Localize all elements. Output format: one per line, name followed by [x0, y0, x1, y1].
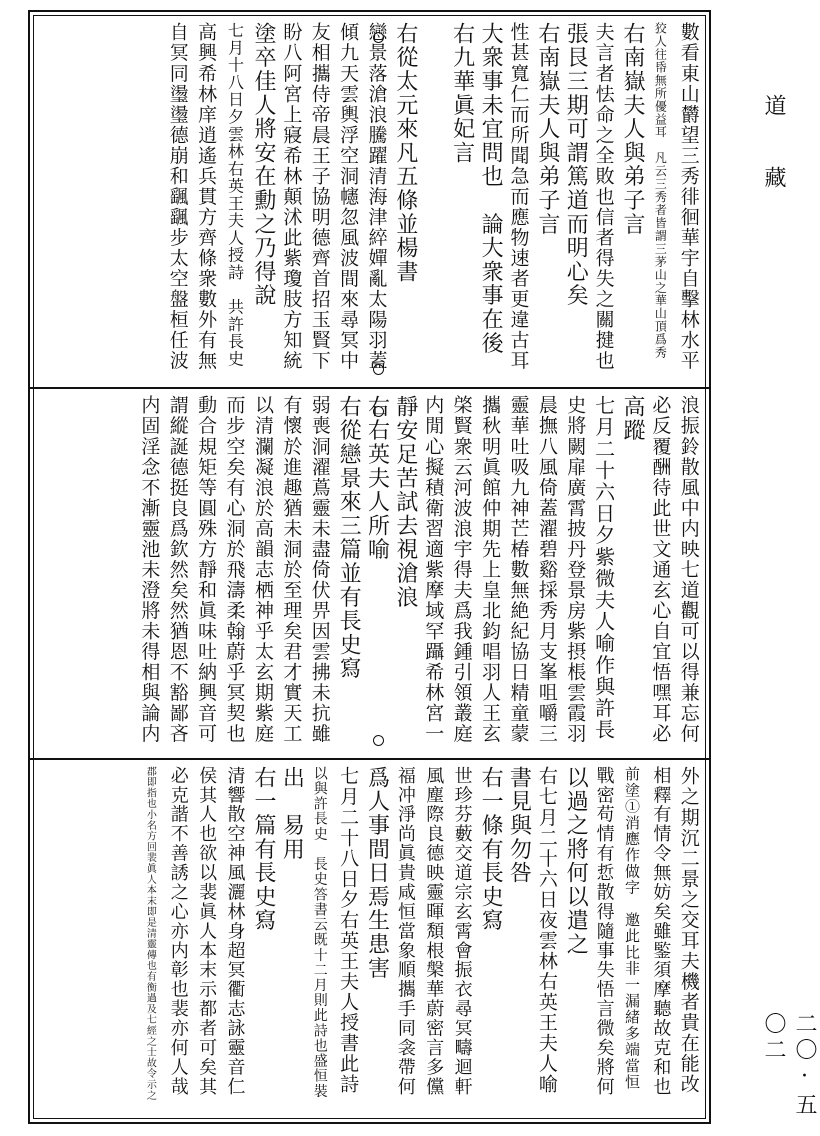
column-text: 高興希林庠逍遙兵貫方齊條衆數外有無	[195, 22, 218, 371]
text-column	[334, 395, 362, 751]
column-text: 右七月二十六日夜雲林右英王夫人喻	[535, 766, 558, 1095]
column-text: 相釋有情令無妨矣雖鍳須摩聽故克和也	[650, 766, 672, 1097]
panel-bottom-columns	[36, 766, 703, 1114]
column-text: 攜秋明眞館仲期先上皇北鈞唱羽人王玄	[479, 395, 502, 744]
text-column	[164, 395, 192, 751]
text-column	[646, 395, 674, 751]
text-column	[220, 766, 248, 1114]
column-text: 靜安足苦試去視滄浪	[392, 395, 418, 610]
text-column	[646, 22, 674, 380]
text-column	[533, 22, 561, 380]
text-column	[618, 22, 646, 380]
text-column	[618, 395, 646, 751]
column-text: 靈華吐吸九神芒椿數無絶紀協日精童蒙	[507, 395, 530, 744]
column-text: 傾九天雲輿浮空洞幰忽風波間來尋冥中	[337, 22, 360, 371]
column-text: 七月二十八日夕右英王夫人授書此詩	[337, 766, 360, 1095]
page-number: 二〇·五〇二	[761, 1012, 817, 1119]
column-text: 書見與勿咎	[506, 766, 532, 885]
column-text: 内固淫念不漸靈池未澄將未得相與論内	[138, 395, 161, 744]
panel-top	[30, 18, 709, 384]
text-column	[391, 22, 419, 380]
text-column	[447, 22, 475, 380]
text-column	[419, 766, 447, 1114]
page-frame	[28, 10, 711, 1124]
column-text: 弱喪洞濯蔦靈未盡倚伏畀因雲拂未抗雖	[308, 395, 331, 744]
text-column	[618, 766, 646, 1114]
text-column	[504, 395, 532, 751]
panel-divider-1	[30, 387, 709, 389]
text-column	[362, 22, 390, 380]
text-column	[561, 395, 589, 751]
text-column	[277, 395, 305, 751]
text-column	[164, 766, 192, 1114]
text-column	[192, 766, 220, 1114]
text-column	[192, 22, 220, 380]
text-column	[646, 766, 674, 1114]
column-text: 世珍芬藪交道宗玄霄會振衣尋冥疇迴軒	[451, 766, 473, 1097]
column-text: 謂縱誕德挺良爲欽然矣然猶恩不豁鄙吝	[166, 395, 189, 744]
text-column	[164, 22, 192, 380]
text-column	[447, 395, 475, 751]
text-column	[504, 766, 532, 1114]
panel-middle-columns	[36, 395, 703, 751]
column-text: 以清瀾凝浪於高韻志栖神乎太玄期紫庭	[251, 395, 274, 744]
panel-bottom	[30, 762, 709, 1118]
text-column	[249, 395, 277, 751]
column-text: 張艮三期可謂篤道而明心矣	[563, 22, 589, 308]
column-text: 史將闕扉廣霄披丹登景房紫摂棖雲霞羽	[564, 395, 587, 744]
text-column	[419, 22, 447, 380]
circle-mark-icon	[373, 406, 384, 417]
column-text: 性甚寬仁而所聞急而應物速者更違古耳	[507, 22, 530, 371]
text-column	[476, 766, 504, 1114]
text-column	[334, 766, 362, 1114]
column-text: 有懷於進趣猶未洞於至理矣君才實天工	[280, 395, 303, 744]
text-column	[476, 22, 504, 380]
column-text: 右右英夫人所喻	[364, 395, 390, 562]
column-text: 而步空矣有心洞於飛濤柔翰蔚乎冥契也	[223, 395, 246, 744]
column-text: 以與許長史 長史答書云既十二月則此詩也盛恒裝	[311, 766, 328, 1099]
column-text: 大衆事未宜問也 論大衆事在後	[478, 22, 504, 356]
text-column	[675, 766, 703, 1114]
column-text: 自冥同璗璗德崩和颻颻步太空盤桓任波	[166, 22, 189, 371]
text-column	[306, 395, 334, 751]
text-column	[306, 22, 334, 380]
text-column	[334, 22, 362, 380]
text-column	[391, 395, 419, 751]
text-column	[277, 22, 305, 380]
column-text: 七月十八日夕雲林右英王夫人授詩 共許長史	[225, 22, 245, 368]
text-column	[447, 766, 475, 1114]
circle-mark-icon	[373, 735, 384, 746]
column-text: 右南嶽夫人與弟子言	[534, 22, 560, 237]
text-column	[277, 766, 305, 1114]
column-text: 以過之將何以遣之	[563, 766, 589, 957]
column-text: 福冲淨尚眞貴咸恒當象順攜手同衾帶何	[394, 766, 416, 1097]
column-text: 右從戀景來三篇並有長史寫	[336, 395, 362, 681]
column-text: 内閒心擬積衛習適紫摩域罕躡希林宮一	[422, 395, 445, 744]
column-text: 右一條有長史寫	[478, 766, 504, 933]
text-column	[419, 395, 447, 751]
column-text: 出 易用	[279, 766, 305, 862]
text-column	[561, 22, 589, 380]
panel-divider-2	[30, 758, 709, 760]
text-column	[306, 766, 334, 1114]
text-column	[362, 766, 390, 1114]
column-text: 塗卒佳人將安在勳之乃得說	[250, 22, 276, 308]
column-text: 必克諧不善誘之心亦内彰也裴亦何人哉	[167, 766, 189, 1097]
text-column	[249, 22, 277, 380]
column-text: 戀景落滄浪騰躍清海津綷嬋亂太陽羽蓋	[365, 22, 388, 371]
column-text: 夫言者怯命之全敗也信者得失之關揵也	[592, 22, 615, 371]
column-text: 七月二十六日夕紫微夫人喻作與許長	[591, 395, 616, 741]
column-text: 動合規矩等圓殊方靜和眞味吐納興音可	[195, 395, 218, 744]
text-column	[533, 395, 561, 751]
column-text: 棨賢衆云河波浪宇得夫爲我鍾引領叢庭	[450, 395, 473, 744]
text-column	[589, 766, 617, 1114]
column-text: 盼八阿宮上寢希林顛沭此紫瓊肢方知統	[280, 22, 303, 371]
column-text: 右從太元來凡五條並楊書	[392, 22, 418, 284]
column-text: 高蹤	[620, 395, 646, 443]
panel-middle	[30, 391, 709, 755]
text-column	[249, 766, 277, 1114]
text-column	[675, 395, 703, 751]
circle-mark-icon	[373, 32, 384, 43]
text-column	[561, 766, 589, 1114]
panel-top-columns	[36, 22, 703, 380]
column-text: 外之期沉二景之交耳夫機者貴在能改	[677, 766, 700, 1095]
column-text: 數看東山欝望三秀徘徊華宇自擊林水平	[677, 22, 700, 371]
column-text: 爲人事間日焉生患害	[364, 766, 390, 981]
column-text: 浪振鈴散風中内映七道觀可以得兼忘何	[677, 395, 700, 744]
column-text: 前塗①消應作做字 邀此比非一漏緒多端當恒	[623, 766, 642, 1090]
text-column	[533, 766, 561, 1114]
right-margin-title: 道 藏	[761, 94, 786, 202]
text-column	[135, 395, 163, 751]
column-text: 右九華眞妃言	[449, 22, 475, 165]
text-column	[220, 22, 248, 380]
text-column	[504, 22, 532, 380]
text-column	[476, 395, 504, 751]
text-column	[589, 395, 617, 751]
text-column	[391, 766, 419, 1114]
text-column	[362, 395, 390, 751]
column-text: 右南嶽夫人與弟子言	[620, 22, 646, 237]
column-text: 戰密苟情有悊散得隨事失悟言微矣將何	[593, 766, 615, 1097]
text-column	[675, 22, 703, 380]
column-text: 郡即指也小名方回裴眞人本末即是清靈傳也有衡過及七經之士故令示之	[144, 766, 156, 1101]
column-text: 侯其人也欲以裴眞人本末示都者可矣其	[196, 766, 218, 1097]
text-column	[135, 766, 163, 1114]
text-column	[192, 395, 220, 751]
column-text: 友相攜侍帝晨王子協明德齊首招玉賢下	[308, 22, 331, 371]
column-text: 清響散空神風灑林身超冥衢志詠靈音仁	[224, 766, 246, 1097]
column-text: 必反覆酬待此世文通玄心自宜悟嘿耳必	[649, 395, 672, 744]
column-text: 右一篇有長史寫	[250, 766, 276, 933]
column-text: 風塵際良德映靈暉頽根槃華蔚密言多儻	[423, 766, 445, 1097]
column-text: 狡人往帋無所優益耳 凡云三秀者皆謂三茅山之華山頂爲秀	[653, 22, 668, 359]
column-text: 晨撫八風倚蓋濯碧谿採秀月支峯咀嚼三	[535, 395, 558, 744]
circle-mark-icon	[373, 364, 384, 375]
text-column	[589, 22, 617, 380]
text-column	[220, 395, 248, 751]
